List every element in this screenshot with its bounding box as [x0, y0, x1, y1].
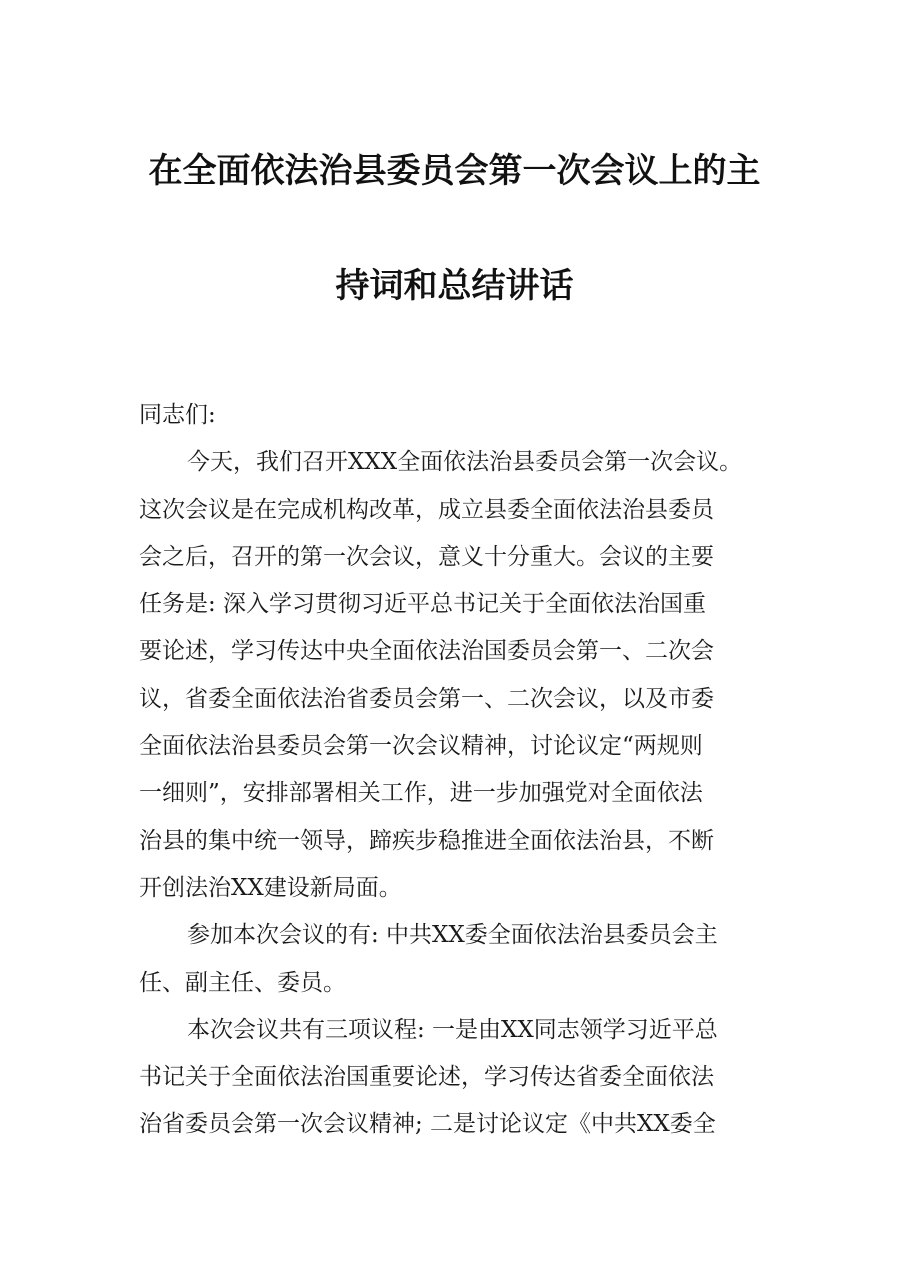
- body-line: 全面依法治县委员会第一次会议精神，讨论议定“两规则: [139, 733, 703, 760]
- body-line: 治省委员会第一次会议精神; 二是讨论议定《中共XX委全: [139, 1111, 716, 1138]
- body-line: 任、副主任、委员。: [139, 969, 346, 996]
- body-line: 今天，我们召开XXX全面依法治县委员会第一次会议。: [187, 449, 743, 476]
- body-line: 会之后，召开的第一次会议，意义十分重大。会议的主要: [139, 543, 714, 570]
- body-line: 治县的集中统一领导，蹄疾步稳推进全面依法治县，不断: [139, 827, 714, 854]
- body-line: 开创法治XX建设新局面。: [139, 874, 402, 901]
- body-line: 一细则”，安排部署相关工作，进一步加强党对全面依法: [139, 780, 703, 807]
- body-line: 要论述，学习传达中央全面依法治国委员会第一、二次会: [139, 638, 714, 665]
- body-line: 参加本次会议的有: 中共XX委全面依法治县委员会主: [187, 922, 718, 949]
- body-line: 任务是: 深入学习贯彻习近平总书记关于全面依法治国重: [139, 591, 707, 618]
- salutation: 同志们:: [139, 402, 216, 428]
- document-title-line-1: 在全面依法治县委员会第一次会议上的主: [148, 151, 761, 191]
- body-line: 这次会议是在完成机构改革，成立县委全面依法治县委员: [139, 496, 714, 523]
- document-body: [139, 392, 764, 1149]
- document-title-line-2: 持词和总结讲话: [335, 266, 574, 306]
- body-line: 书记关于全面依法治国重要论述，学习传达省委全面依法: [139, 1064, 714, 1091]
- body-line: 议，省委全面依法治省委员会第一、二次会议，以及市委: [139, 685, 714, 712]
- body-line: 本次会议共有三项议程: 一是由XX同志领学习近平总: [187, 1016, 718, 1043]
